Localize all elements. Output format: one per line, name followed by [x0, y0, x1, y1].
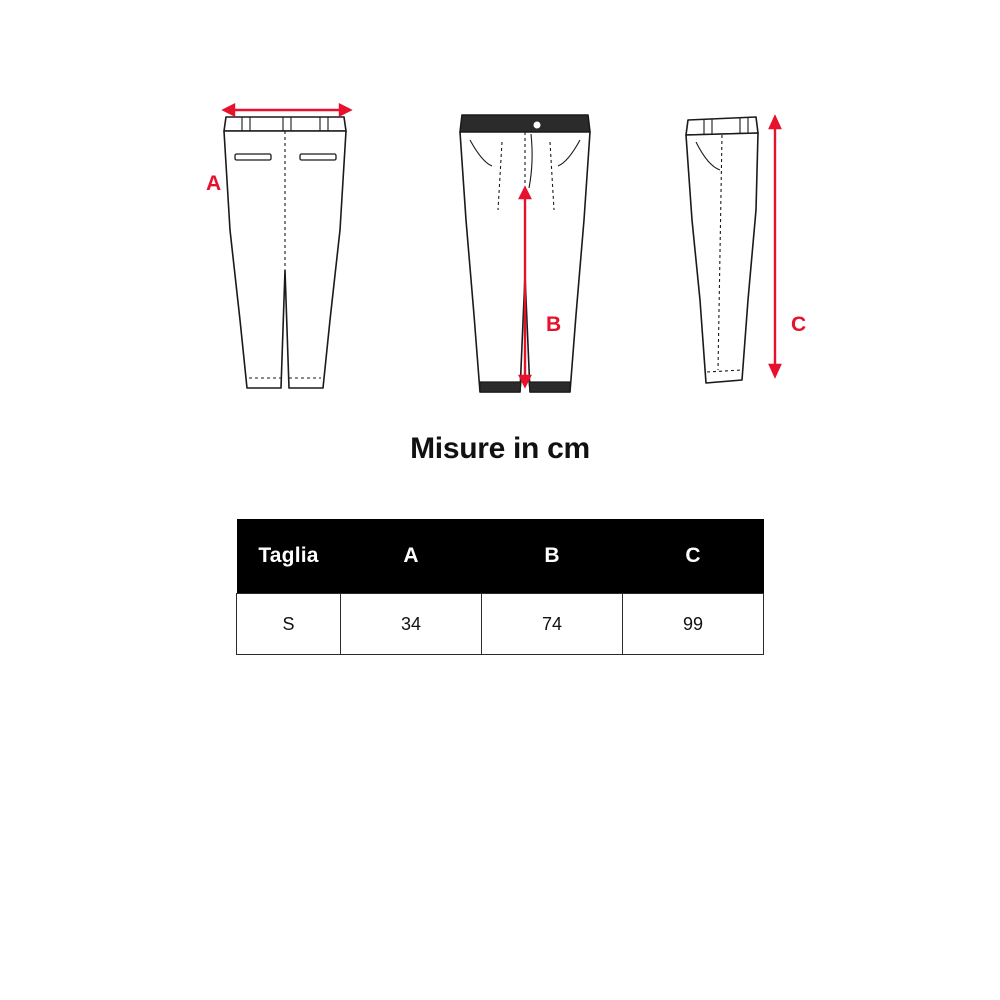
trousers-side-view: [660, 70, 850, 400]
header-a: A: [341, 519, 482, 594]
header-taglia: Taglia: [237, 519, 341, 594]
header-b: B: [482, 519, 623, 594]
size-table: [236, 519, 764, 655]
size-table-wrapper: [236, 519, 764, 655]
cell-c: 99: [623, 594, 764, 655]
measure-label-b: B: [546, 313, 562, 336]
measure-label-c: C: [791, 313, 807, 336]
measure-label-a: A: [206, 172, 222, 195]
garment-diagrams: [0, 70, 1000, 420]
header-c: C: [623, 519, 764, 594]
table-header-row: [237, 519, 764, 594]
cell-b: 74: [482, 594, 623, 655]
trousers-front-view: [190, 70, 380, 400]
cell-size: S: [237, 594, 341, 655]
table-row: [237, 594, 764, 655]
cell-a: 34: [341, 594, 482, 655]
trousers-front-detail-view: [430, 70, 620, 400]
measurements-caption: Misure in cm: [410, 432, 590, 465]
